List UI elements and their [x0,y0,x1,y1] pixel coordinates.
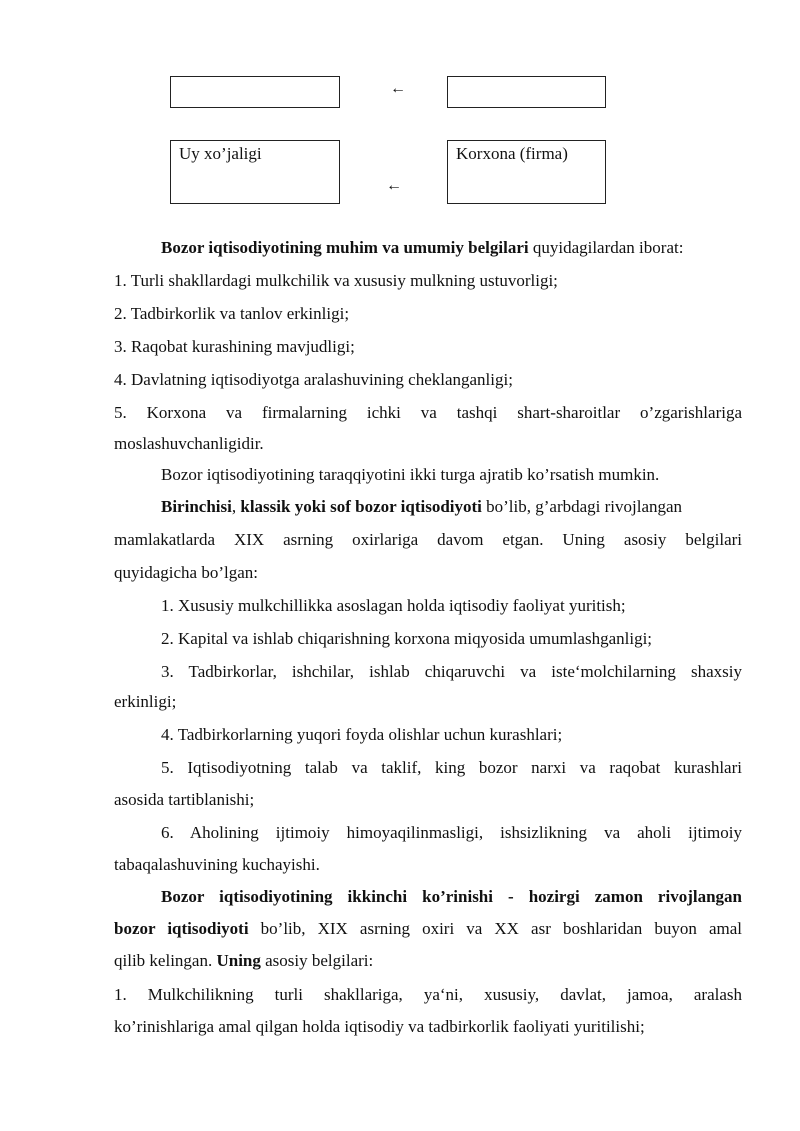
text: bo’lib, XIX asrning oxiri va XX asr boshlaridan buyon amal [248,919,742,938]
arrow-left-bottom: ← [386,177,402,194]
bold-heading: Bozor iqtisodiyotining muhim va umumiy belgilari [161,238,529,257]
paragraph-line [114,951,742,971]
firm-label: Korxona (firma) [456,144,568,163]
arrow-left-top: ← [390,80,406,97]
list-item: 1. Mulkchilikning turli shakllariga, ya‘ni, xususiy, davlat, jamoa, aralash [114,985,742,1004]
list-item: 5. Iqtisodiyotning talab va taklif, king bozor narxi va raqobat kurashlari [161,758,742,777]
empty-box-right [447,76,606,108]
paragraph [161,497,742,517]
list-item-cont: ko’rinishlariga amal qilgan holda iqtisodiy va tadbirkorlik faoliyati yuritilishi; [114,1017,645,1036]
list-item: 3. Raqobat kurashining mavjudligi; [114,337,355,356]
text: quyidagilardan iborat: [528,238,684,257]
paragraph-line: mamlakatlarda XIX asrning oxirlariga davom etgan. Uning asosiy belgilari [114,530,742,549]
list-item-cont: erkinligi; [114,692,177,711]
empty-box-left [170,76,340,108]
bold-text: Bozor iqtisodiyotining ikkinchi ko’rinishi - hozirgi zamon rivojlangan [161,887,742,906]
text: , [231,497,241,516]
list-item: 4. Tadbirkorlarning yuqori foyda olishlar uchun kurashlari; [161,725,563,744]
list-item-cont: asosida tartiblanishi; [114,790,255,809]
firm-box [447,140,606,204]
paragraph [161,887,742,907]
list-item: 4. Davlatning iqtisodiyotga aralashuvining cheklanganligi; [114,370,513,389]
text: qilib kelingan. [114,951,217,970]
bold-text: klassik yoki sof bozor iqtisodiyoti [240,497,482,516]
text: asosiy belgilari: [260,951,374,970]
list-item-cont: tabaqalashuvining kuchayishi. [114,855,320,874]
list-item: 3. Tadbirkorlar, ishchilar, ishlab chiqaruvchi va iste‘molchilarning shaxsiy [161,662,742,681]
list-item: 5. Korxona va firmalarning ichki va tashqi shart-sharoitlar o’zgarishlariga [114,403,742,422]
paragraph-line [114,919,742,939]
list-item: 1. Xususiy mulkchillikka asoslagan holda iqtisodiy faoliyat yuritish; [161,596,626,615]
bold-text: Uning [216,951,261,970]
household-box [170,140,340,204]
bold-text: Birinchisi [161,497,232,516]
list-item: 6. Aholining ijtimoiy himoyaqilinmasligi, ishsizlikning va aholi ijtimoiy [161,823,742,842]
paragraph-line: quyidagicha bo’lgan: [114,563,258,582]
list-item-cont: moslashuvchanligidir. [114,434,264,453]
list-item: 2. Kapital va ishlab chiqarishning korxona miqyosida umumlashganligi; [161,629,653,648]
bold-text: bozor iqtisodiyoti [114,919,249,938]
text: bo’lib, g’arbdagi rivojlangan [481,497,683,516]
household-label: Uy xo’jaligi [179,144,262,163]
paragraph-intro [161,238,742,258]
list-item: 1. Turli shakllardagi mulkchilik va xususiy mulkning ustuvorligi; [114,271,558,290]
list-item: 2. Tadbirkorlik va tanlov erkinligi; [114,304,350,323]
paragraph: Bozor iqtisodiyotining taraqqiyotini ikki turga ajratib ko’rsatish mumkin. [161,465,660,484]
